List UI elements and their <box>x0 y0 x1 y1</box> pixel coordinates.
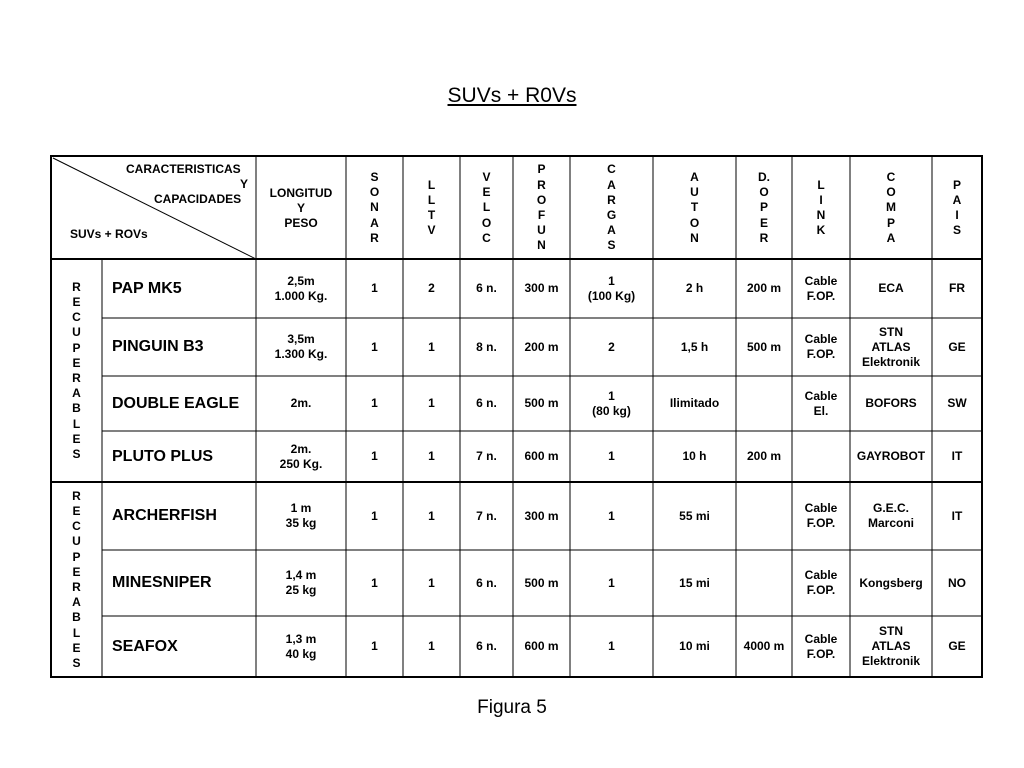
table-cell-lltv: 1 <box>428 396 435 410</box>
group-label: R E C U P E R A B L E S <box>72 279 81 462</box>
table-cell-cargas: 1 <box>608 575 615 590</box>
column-header-pais: P A I S <box>952 177 962 238</box>
table-cell-link: Cable F.OP. <box>804 332 838 361</box>
table-cell-compa: Kongsberg <box>859 575 923 590</box>
table-cell-cargas: 1 <box>608 639 615 653</box>
table-row-name: DOUBLE EAGLE <box>112 394 240 412</box>
table-cell-longitud-peso: 2m. 250 Kg. <box>279 441 323 471</box>
table-cell-link: Cable F.OP. <box>804 273 838 303</box>
table-cell-auton: 10 mi <box>679 639 710 653</box>
table-cell-auton: 1,5 h <box>680 339 709 354</box>
table-cell-doper: 200 m <box>746 449 782 463</box>
table-cell-lltv: 1 <box>428 639 435 653</box>
table-cell-veloc: 8 n. <box>476 339 497 354</box>
table-cell-cargas: 1 (80 kg) <box>592 388 631 418</box>
column-header-sonar: S O N A R <box>369 169 380 245</box>
table-cell-link: Cable El. <box>804 388 838 418</box>
table-cell-pais: FR <box>949 281 965 295</box>
column-header-veloc: V E L O C <box>481 169 492 245</box>
table-cell-link <box>792 431 850 482</box>
corner-label-suvs-rovs: SUVs + ROVs <box>70 227 148 241</box>
table-cell-profun: 300 m <box>524 281 559 295</box>
table-cell-compa: GAYROBOT <box>856 449 926 463</box>
table-cell-pais: GE <box>948 639 966 653</box>
table-cell-pais: GE <box>948 339 966 354</box>
table-cell-veloc: 6 n. <box>476 281 497 295</box>
table-cell-auton: 15 mi <box>679 575 710 590</box>
table-cell-longitud-peso: 2,5m 1.000 Kg. <box>274 273 328 303</box>
table-cell-doper <box>736 376 792 431</box>
table-cell-compa: BOFORS <box>865 396 917 410</box>
table-cell-sonar: 1 <box>371 508 378 523</box>
table-cell-veloc: 6 n. <box>476 396 497 410</box>
table-cell-profun: 500 m <box>524 396 559 410</box>
table-cell-pais: NO <box>948 575 966 590</box>
table-cell-sonar: 1 <box>371 449 378 463</box>
table-cell-longitud-peso: 1,3 m 40 kg <box>285 631 317 661</box>
table-cell-sonar: 1 <box>371 575 378 590</box>
column-header-cargas: C A R G A S <box>606 162 617 253</box>
table-cell-veloc: 7 n. <box>476 449 497 463</box>
table-cell-link: Cable F.OP. <box>804 631 838 661</box>
table-cell-compa: STN ATLAS Elektronik <box>861 624 921 668</box>
table-cell-pais: IT <box>951 508 963 523</box>
table-cell-cargas: 1 (100 Kg) <box>587 273 636 303</box>
column-header-auton: A U T O N <box>689 169 700 245</box>
table-row-name: SEAFOX <box>112 637 178 655</box>
table-cell-longitud-peso: 2m. <box>290 396 312 410</box>
column-header-compa: C O M P A <box>886 169 896 245</box>
column-header-link: L I N K <box>816 177 826 238</box>
table-cell-cargas: 1 <box>608 508 615 523</box>
table-cell-doper <box>736 550 792 616</box>
table-cell-doper: 4000 m <box>743 639 785 653</box>
table-cell-pais: IT <box>951 449 963 463</box>
table-cell-link: Cable F.OP. <box>804 501 838 530</box>
table-row-name: MINESNIPER <box>112 574 212 591</box>
table-row-name: PLUTO PLUS <box>112 447 214 465</box>
column-header-profun: P R O F U N <box>536 162 547 253</box>
table-cell-doper: 200 m <box>746 281 782 295</box>
table-cell-veloc: 6 n. <box>476 575 497 590</box>
table-cell-link: Cable F.OP. <box>804 568 838 597</box>
column-header-longitud-peso: LONGITUD Y PESO <box>269 185 333 230</box>
table-cell-lltv: 1 <box>428 508 435 523</box>
table-cell-auton: Ilimitado <box>669 396 720 410</box>
table-cell-auton: 2 h <box>685 281 704 295</box>
table-row-name: PINGUIN B3 <box>112 338 204 355</box>
table-cell-doper: 500 m <box>746 339 782 354</box>
corner-label-capacidades: CAPACIDADES <box>154 192 242 206</box>
table-cell-longitud-peso: 1,4 m 25 kg <box>285 568 317 597</box>
table-cell-profun: 500 m <box>524 575 559 590</box>
table-cell-lltv: 2 <box>428 281 435 295</box>
table-cell-profun: 600 m <box>524 639 559 653</box>
table-cell-auton: 55 mi <box>679 508 710 523</box>
table-cell-compa: STN ATLAS Elektronik <box>861 324 921 369</box>
figure-caption: Figura 5 <box>477 697 547 718</box>
table-cell-profun: 200 m <box>524 339 559 354</box>
page-title: SUVs + R0Vs <box>447 84 577 107</box>
table-cell-lltv: 1 <box>428 575 435 590</box>
table-cell-profun: 600 m <box>524 449 559 463</box>
table-cell-sonar: 1 <box>371 339 378 354</box>
table-cell-profun: 300 m <box>524 508 559 523</box>
table-cell-pais: SW <box>947 396 967 410</box>
table-cell-doper <box>736 482 792 550</box>
table-cell-lltv: 1 <box>428 339 435 354</box>
table-cell-sonar: 1 <box>371 639 378 653</box>
table-cell-compa: ECA <box>878 281 904 295</box>
group-label: R E C U P E R A B L E S <box>72 488 81 671</box>
column-header-doper: D. O P E R <box>758 169 770 245</box>
table-cell-auton: 10 h <box>682 449 707 463</box>
column-header-lltv: L L T V <box>427 177 436 238</box>
table-cell-cargas: 1 <box>608 449 615 463</box>
corner-label-y: Y <box>240 177 249 191</box>
corner-label-caracteristicas: CARACTERISTICAS <box>126 162 241 176</box>
table-row-name: PAP MK5 <box>112 279 182 297</box>
table-cell-veloc: 6 n. <box>476 639 497 653</box>
table-row-name: ARCHERFISH <box>112 507 217 524</box>
table-cell-sonar: 1 <box>371 396 378 410</box>
table-cell-compa: G.E.C. Marconi <box>867 501 914 530</box>
table-cell-longitud-peso: 3,5m 1.300 Kg. <box>274 332 328 361</box>
table-cell-longitud-peso: 1 m 35 kg <box>285 501 317 530</box>
table-cell-sonar: 1 <box>371 281 378 295</box>
table-cell-veloc: 7 n. <box>476 508 497 523</box>
table-cell-lltv: 1 <box>428 449 435 463</box>
table-cell-cargas: 2 <box>608 339 615 354</box>
